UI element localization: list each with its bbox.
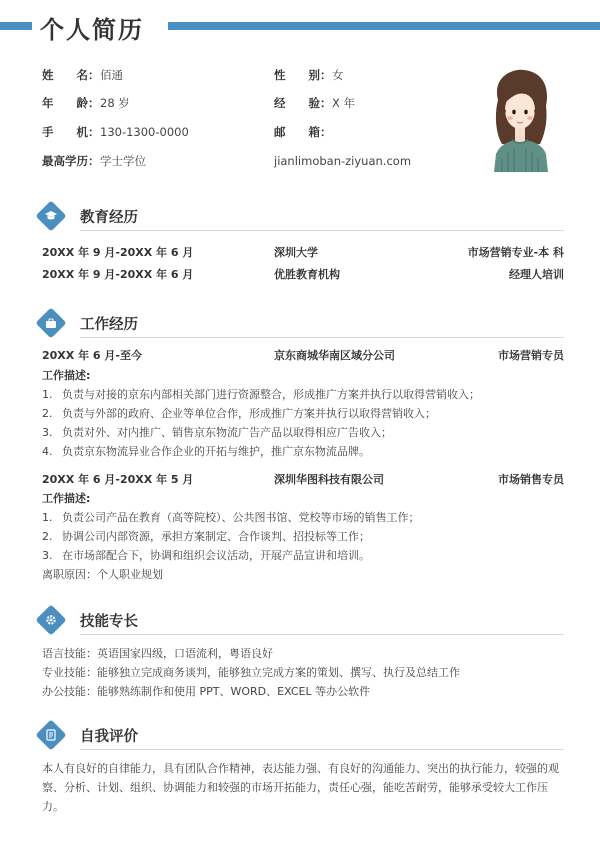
work-desc-item-number: 3. — [42, 549, 53, 562]
info-website-value: jianlimoban-ziyuan.com — [274, 154, 412, 168]
work-desc-item-text: 在市场部配合下，协调和组织会议活动，开展产品宣讲和培训。 — [62, 549, 370, 562]
info-name-key: 姓 名： — [42, 68, 100, 82]
section-work-divider — [80, 337, 564, 338]
work-desc-item — [42, 509, 420, 525]
education-row — [42, 266, 564, 284]
education-school: 深圳大学 — [274, 246, 318, 259]
work-desc-item-text: 负责与对接的京东内部相关部门进行资源整合，形成推广方案并执行以取得营销收入； — [62, 388, 480, 401]
info-name — [42, 65, 123, 85]
work-position: 市场营销专员 — [498, 349, 564, 362]
info-experience-value: X 年 — [332, 96, 356, 110]
work-leave-reason: 离职原因：个人职业规划 — [42, 568, 163, 581]
info-phone — [42, 122, 189, 142]
education-row — [42, 244, 564, 262]
work-company: 京东商城华南区域分公司 — [274, 349, 395, 362]
avatar — [484, 66, 556, 172]
document-icon — [38, 721, 64, 749]
education-date: 20XX 年 9 月-20XX 年 6 月 — [42, 268, 194, 281]
page-title: 个人简历 — [40, 16, 144, 44]
section-self-eval — [38, 721, 564, 751]
work-desc-item — [42, 443, 370, 459]
self-evaluation-text: 本人有良好的自律能力，具有团队合作精神，表达能力强、有良好的沟通能力、突出的执行能力，较强的观察、分析、计划、组织、协调能力和较强的市场开拓能力，责任心强，能吃苦耐劳，能够承受较大工作压力。 — [42, 762, 559, 813]
section-education-title: 教育经历 — [80, 210, 138, 226]
section-self-eval-divider — [80, 749, 564, 750]
info-email — [274, 122, 332, 142]
title-bar-left-stripe — [0, 22, 32, 30]
gear-icon — [38, 606, 64, 634]
info-name-value: 佰通 — [100, 68, 123, 82]
briefcase-icon — [38, 309, 64, 337]
info-degree-value: 学士学位 — [100, 154, 146, 168]
work-desc-item-text: 负责对外、对内推广、销售京东物流广告产品以取得相应广告收入； — [62, 426, 392, 439]
info-experience-key: 经 验： — [274, 96, 332, 110]
info-gender-value: 女 — [332, 68, 344, 82]
title-bar-right-stripe — [168, 22, 600, 30]
info-age — [42, 93, 130, 113]
section-skills-title: 技能专长 — [80, 614, 138, 630]
info-email-key: 邮 箱： — [274, 125, 332, 139]
section-education-divider — [80, 230, 564, 231]
graduation-cap-icon — [38, 202, 64, 230]
info-gender — [274, 65, 344, 85]
work-desc-item-number: 4. — [42, 445, 53, 458]
skill-item: 专业技能：能够独立完成商务谈判，能够独立完成方案的策划、撰写、执行及总结工作 — [42, 666, 460, 679]
work-date: 20XX 年 6 月-20XX 年 5 月 — [42, 473, 194, 486]
work-desc-item-text: 协调公司内部资源，承担方案制定、合作谈判、招投标等工作； — [62, 530, 370, 543]
work-desc-item — [42, 528, 370, 544]
section-work — [38, 309, 564, 339]
work-position: 市场销售专员 — [498, 473, 564, 486]
work-desc-item-number: 2. — [42, 407, 53, 420]
info-phone-value: 130-1300-0000 — [100, 125, 189, 139]
work-desc-item-text: 负责与外部的政府、企业等单位合作，形成推广方案并执行以取得营销收入； — [62, 407, 436, 420]
section-work-title: 工作经历 — [80, 317, 138, 333]
info-website — [274, 151, 411, 171]
section-education — [38, 202, 564, 232]
section-self-eval-title: 自我评价 — [80, 729, 138, 745]
info-age-key: 年 龄： — [42, 96, 100, 110]
work-desc-label: 工作描述: — [42, 369, 91, 382]
work-desc-item — [42, 424, 392, 440]
education-major: 市场营销专业-本 科 — [467, 246, 564, 259]
education-major: 经理人培训 — [509, 268, 564, 281]
skill-item: 办公技能：能够熟练制作和使用 PPT、WORD、EXCEL 等办公软件 — [42, 685, 371, 698]
work-desc-item-number: 1. — [42, 388, 53, 401]
info-phone-key: 手 机： — [42, 125, 100, 139]
work-row — [42, 471, 564, 489]
work-desc-item-number: 1. — [42, 511, 53, 524]
info-degree — [42, 151, 146, 171]
skill-item: 语言技能：英语国家四级，口语流利，粤语良好 — [42, 647, 273, 660]
info-degree-key: 最高学历： — [42, 154, 100, 168]
title-bar — [0, 12, 600, 44]
work-desc-item — [42, 386, 480, 402]
work-desc-item-number: 3. — [42, 426, 53, 439]
section-skills-divider — [80, 634, 564, 635]
work-desc-item-text: 负责京东物流异业合作企业的开拓与维护，推广京东物流品牌。 — [62, 445, 370, 458]
work-desc-item — [42, 405, 436, 421]
education-school: 优胜教育机构 — [274, 268, 340, 281]
work-desc-item-text: 负责公司产品在教育（高等院校）、公共图书馆、党校等市场的销售工作； — [62, 511, 420, 524]
work-desc-item — [42, 547, 370, 563]
work-desc-item-number: 2. — [42, 530, 53, 543]
section-skills — [38, 606, 564, 636]
info-age-value: 28 岁 — [100, 96, 130, 110]
work-desc-label: 工作描述: — [42, 492, 91, 505]
education-date: 20XX 年 9 月-20XX 年 6 月 — [42, 246, 194, 259]
info-experience — [274, 93, 355, 113]
work-date: 20XX 年 6 月-至今 — [42, 349, 142, 362]
work-row — [42, 347, 564, 365]
info-gender-key: 性 别： — [274, 68, 332, 82]
work-company: 深圳华图科技有限公司 — [274, 473, 384, 486]
